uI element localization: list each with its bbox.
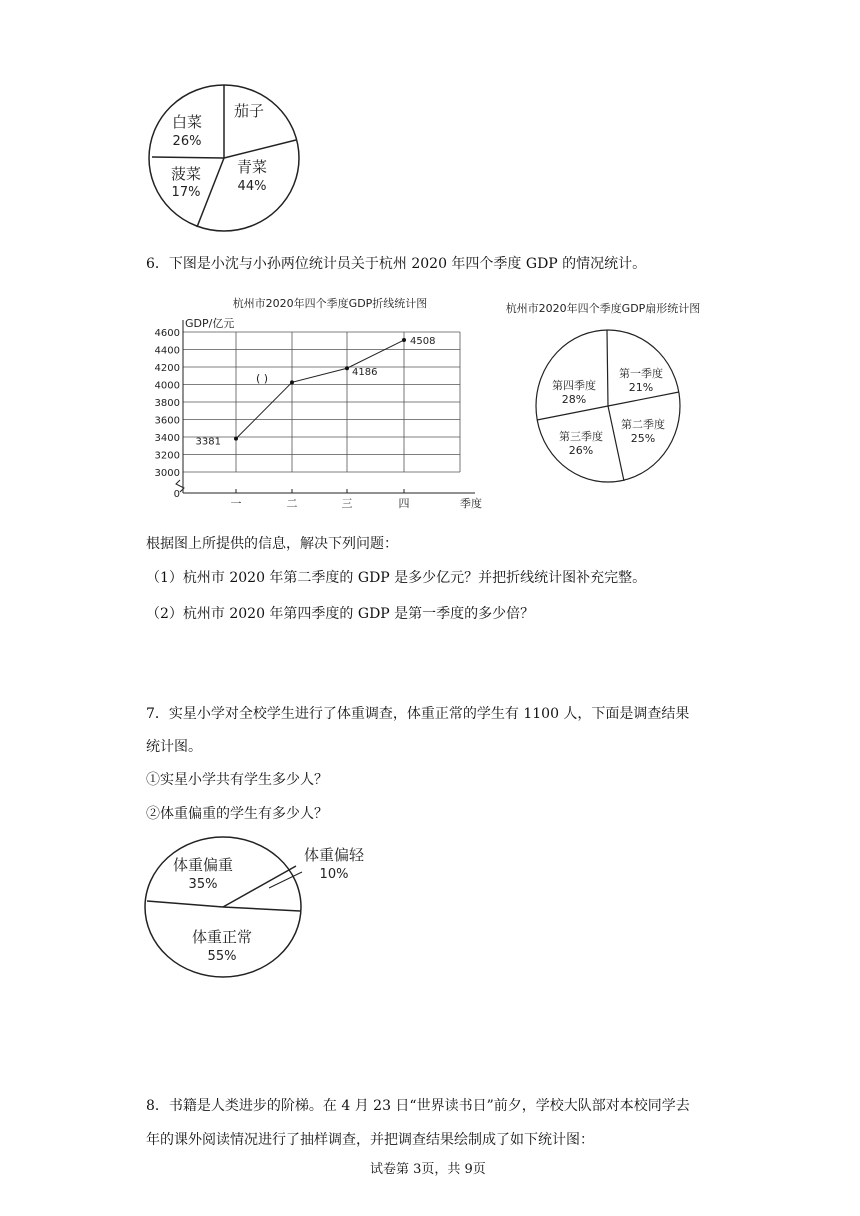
y-tick-label: 4200 xyxy=(154,363,180,374)
y-tick-label: 4000 xyxy=(154,380,180,392)
gdp-data-point xyxy=(345,366,349,370)
line-chart-xlabel: 季度 xyxy=(460,497,482,510)
slice-label-baicai: 白菜 xyxy=(171,113,203,131)
pie-divider xyxy=(152,157,224,158)
gdp-slice-pct-q3: 26% xyxy=(568,444,594,457)
y-tick-label: 3800 xyxy=(154,398,180,409)
pie-divider xyxy=(223,866,296,907)
pie-divider xyxy=(224,140,296,158)
y-tick-label: 0 xyxy=(173,489,180,500)
gdp-data-point xyxy=(402,338,406,342)
gdp-series-line xyxy=(236,340,404,439)
gdp-slice-label-q4: 第四季度 xyxy=(552,379,596,392)
question-7-line1: 7．实星小学对全校学生进行了体重调查，体重正常的学生有 1100 人，下面是调查结果 xyxy=(146,706,690,722)
y-tick-label: 4400 xyxy=(154,345,180,357)
weight-slice-pct-heavy: 35% xyxy=(188,877,218,892)
y-tick-label: 3000 xyxy=(154,468,180,479)
slice-label-qingcai: 青菜 xyxy=(236,158,268,176)
question-8-line2: 年的课外阅读情况进行了抽样调查，并把调查结果绘制成了如下统计图： xyxy=(146,1132,594,1148)
gdp-line-chart xyxy=(140,290,495,515)
question-6-sub2: （2）杭州市 2020 年第四季度的 GDP 是第一季度的多少倍？ xyxy=(146,606,535,622)
weight-slice-label-normal: 体重正常 xyxy=(191,928,253,946)
pie-divider xyxy=(537,406,608,420)
x-tick-label: 三 xyxy=(341,497,353,510)
line-chart-ylabel: GDP/亿元 xyxy=(185,317,235,330)
slice-pct-qingcai: 44% xyxy=(237,179,267,194)
question-6-intro: 根据图上所提供的信息，解决下列问题： xyxy=(146,536,398,552)
question-7-sub1: ①实星小学共有学生多少人？ xyxy=(146,772,328,788)
page-footer: 试卷第 3页，共 9页 xyxy=(370,1162,486,1177)
pie-divider xyxy=(197,158,224,227)
slice-pct-baicai: 26% xyxy=(172,134,202,149)
gdp-data-point xyxy=(234,437,238,441)
weight-slice-pct-normal: 55% xyxy=(207,949,237,964)
pie-divider xyxy=(147,901,223,907)
gdp-slice-pct-q2: 25% xyxy=(630,432,656,445)
gdp-slice-label-q1: 第一季度 xyxy=(619,367,663,380)
question-6-sub1: （1）杭州市 2020 年第二季度的 GDP 是多少亿元？并把折线统计图补充完整。 xyxy=(146,570,647,586)
blank-answer-parenthesis: ( ) xyxy=(255,372,269,385)
vegetable-pie-chart xyxy=(140,78,310,238)
gdp-point-label: 4508 xyxy=(410,336,436,348)
pie-divider xyxy=(607,330,608,406)
gdp-slice-pct-q1: 21% xyxy=(628,381,654,394)
slice-pct-bocai: 17% xyxy=(171,185,201,200)
question-7-sub2: ②体重偏重的学生有多少人？ xyxy=(146,806,328,822)
x-tick-label: 四 xyxy=(398,497,410,510)
x-tick-label: 一 xyxy=(230,497,242,510)
gdp-data-point xyxy=(290,380,294,384)
slice-label-bocai: 菠菜 xyxy=(170,165,202,183)
y-tick-label: 3400 xyxy=(154,433,180,444)
pie-divider xyxy=(223,907,300,911)
gdp-slice-label-q2: 第二季度 xyxy=(621,418,665,431)
weight-slice-label-heavy: 体重偏重 xyxy=(172,856,234,874)
weight-slice-pct-light: 10% xyxy=(319,867,349,882)
y-tick-label: 3200 xyxy=(154,450,180,462)
weight-pie-chart xyxy=(140,832,380,992)
gdp-slice-pct-q4: 28% xyxy=(561,393,587,406)
gdp-point-label: 4186 xyxy=(352,367,378,379)
gdp-point-label: 3381 xyxy=(195,436,221,448)
x-tick-label: 二 xyxy=(286,497,298,510)
y-tick-label: 3600 xyxy=(154,415,180,427)
question-7-line2: 统计图。 xyxy=(146,739,202,755)
weight-slice-label-light: 体重偏轻 xyxy=(303,846,365,864)
question-6-text: 6．下图是小沈与小孙两位统计员关于杭州 2020 年四个季度 GDP 的情况统计。 xyxy=(146,256,647,272)
gdp-slice-label-q3: 第三季度 xyxy=(559,430,603,443)
line-chart-title: 杭州市2020年四个季度GDP折线统计图 xyxy=(232,297,428,310)
gdp-pie-title: 杭州市2020年四个季度GDP扇形统计图 xyxy=(505,302,701,315)
slice-label-qiezi: 茄子 xyxy=(233,102,265,120)
pie-divider xyxy=(608,392,679,406)
question-8-line1: 8．书籍是人类进步的阶梯。在 4 月 23 日“世界读书日”前夕，学校大队部对本校同学去 xyxy=(146,1098,690,1114)
gdp-pie-chart xyxy=(500,295,715,495)
y-tick-label: 4600 xyxy=(154,328,180,339)
